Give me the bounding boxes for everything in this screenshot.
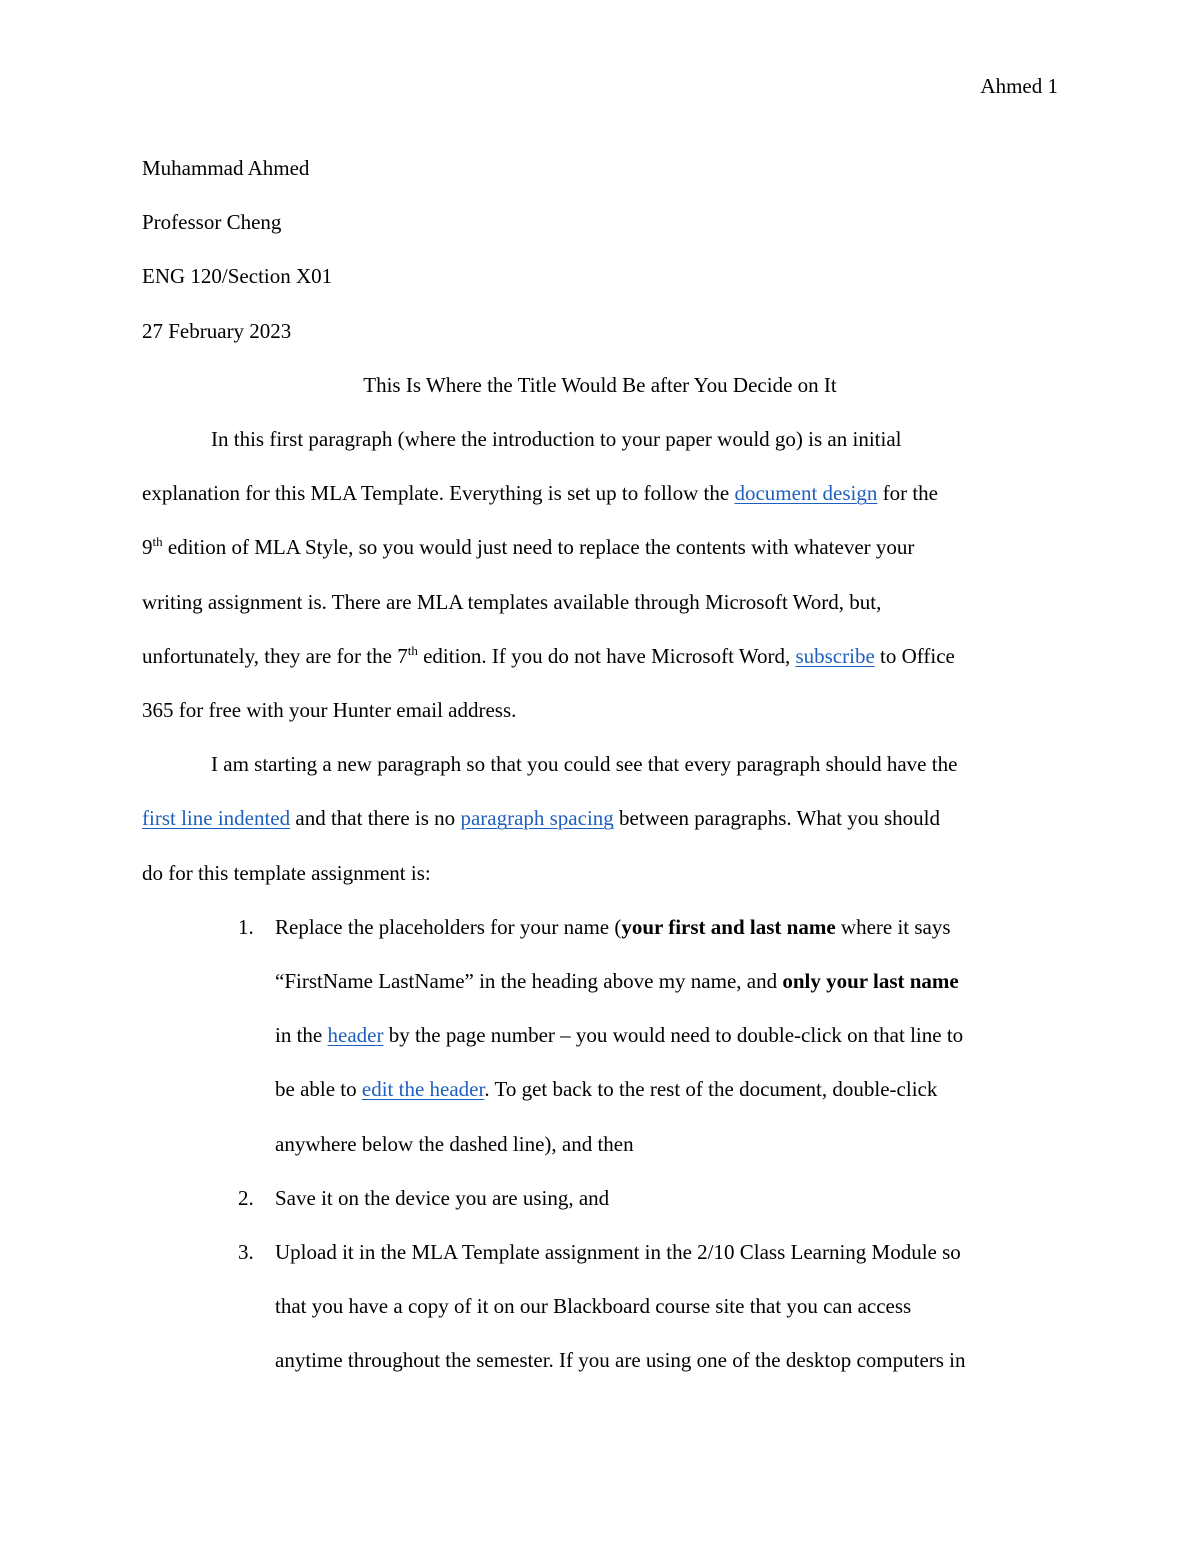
paragraph1-line4: writing assignment is. There are MLA templates available through Microsoft Word, but, <box>142 589 882 614</box>
list-text: “FirstName LastName” in the heading above my name, and <box>275 969 783 994</box>
list-item <box>142 1171 1058 1225</box>
list-text: be able to <box>275 1077 362 1102</box>
list-text: where it says <box>835 914 951 939</box>
list-item <box>142 900 1058 1171</box>
list-number: 1. <box>238 914 254 939</box>
paragraph2-line1: I am starting a new paragraph so that you could see that every paragraph should have the <box>211 752 958 777</box>
paragraph2-line3: do for this template assignment is: <box>142 860 431 885</box>
paragraph2-line2 <box>142 791 1058 845</box>
first-line-indented-link[interactable]: first line indented <box>142 806 291 831</box>
ordinal-superscript: th <box>407 642 418 658</box>
paragraph2-text: and that there is no <box>290 806 461 831</box>
list-item-line: anytime throughout the semester. If you are using one of the desktop computers in <box>275 1348 966 1373</box>
paragraph1-line3 <box>142 520 1058 574</box>
paragraph1-line1: In this first paragraph (where the introduction to your paper would go) is an initial <box>211 427 902 452</box>
list-bold-text: only your last name <box>782 969 959 994</box>
paragraph1-text: edition of MLA Style, so you would just need to replace the contents with whatever your <box>162 535 915 560</box>
heading-date: 27 February 2023 <box>142 318 292 343</box>
page-header-label[interactable]: Ahmed 1 <box>980 74 1058 98</box>
list-bold-text: your first and last name <box>621 914 836 939</box>
document-design-link[interactable]: document design <box>734 481 878 506</box>
list-text: in the <box>275 1023 328 1048</box>
list-number: 2. <box>238 1185 254 1210</box>
paragraph2-text: between paragraphs. What you should <box>613 806 940 831</box>
list-item-line: Upload it in the MLA Template assignment in the 2/10 Class Learning Module so <box>275 1240 961 1265</box>
list-item-line: Save it on the device you are using, and <box>275 1185 610 1210</box>
list-item-line <box>275 900 1058 954</box>
paragraph1-text: 9 <box>142 535 153 560</box>
edit-the-header-link[interactable]: edit the header <box>361 1077 485 1102</box>
list-text: Replace the placeholders for your name ( <box>275 914 622 939</box>
paragraph1-text: edition. If you do not have Microsoft Word, <box>417 643 796 668</box>
list-item-line: that you have a copy of it on our Blackboard course site that you can access <box>275 1294 912 1319</box>
list-text: . To get back to the rest of the document, double-click <box>484 1077 938 1102</box>
list-item <box>142 1225 1058 1388</box>
paragraph1-line5 <box>142 629 1058 683</box>
paragraph1-text: unfortunately, they are for the 7 <box>142 643 408 668</box>
ordinal-superscript: th <box>152 534 163 550</box>
heading-student-name: Muhammad Ahmed <box>142 156 310 180</box>
list-item-line <box>275 1062 1058 1116</box>
paragraph1-line2 <box>142 466 1058 520</box>
list-item-line: anywhere below the dashed line), and then <box>275 1131 634 1156</box>
paper-title: This Is Where the Title Would Be after You Decide on It <box>363 372 837 397</box>
list-item-line <box>275 1008 1058 1062</box>
subscribe-link[interactable]: subscribe <box>795 643 875 668</box>
paragraph1-text: explanation for this MLA Template. Everything is set up to follow the <box>142 481 735 506</box>
paragraph1-text: for the <box>877 481 939 506</box>
list-number: 3. <box>238 1240 254 1265</box>
paragraph-spacing-link[interactable]: paragraph spacing <box>460 806 614 831</box>
heading-course: ENG 120/Section X01 <box>142 264 333 289</box>
list-item-line <box>275 954 1058 1008</box>
heading-professor: Professor Cheng <box>142 210 282 235</box>
paragraph1-line6: 365 for free with your Hunter email address. <box>142 698 517 723</box>
header-link[interactable]: header <box>327 1023 384 1048</box>
paragraph1-text: to Office <box>874 643 955 668</box>
document-body <box>142 141 1058 1388</box>
list-text: by the page number – you would need to double-click on that line to <box>383 1023 964 1048</box>
